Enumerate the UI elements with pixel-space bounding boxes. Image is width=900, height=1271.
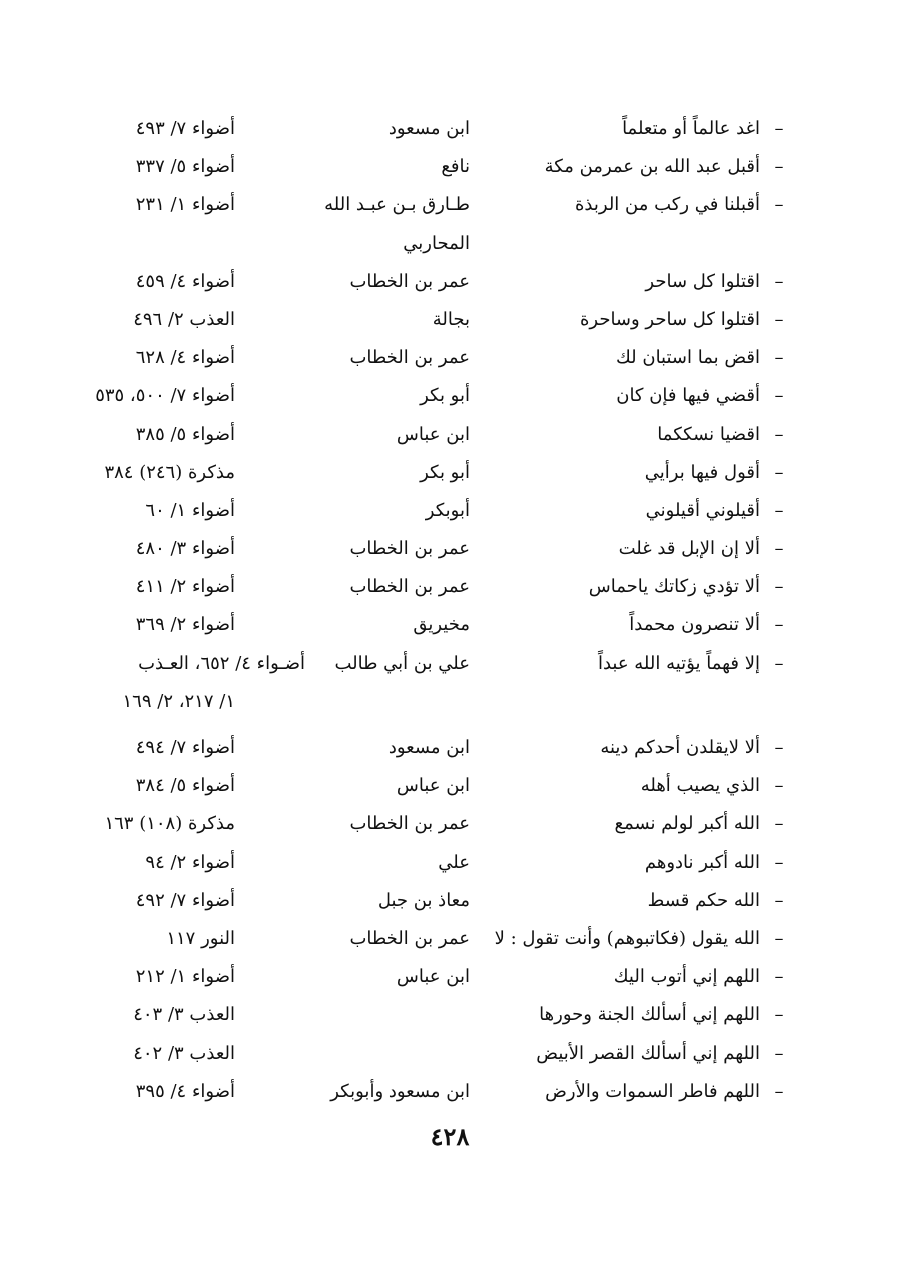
entry-dash: – (774, 461, 784, 483)
entry-narrator: علي بن أبي طالب (334, 652, 470, 674)
entry-text: أقضي فيها فإن كان (616, 385, 760, 407)
index-entry (110, 996, 790, 1034)
entry-narrator: ابن مسعود (388, 118, 470, 139)
index-entry (110, 301, 790, 339)
entry-text: أقول فيها برأيي (644, 461, 760, 483)
entry-dash: – (774, 156, 784, 178)
index-entry (104, 805, 790, 843)
entry-narrator: ابن عباس (396, 966, 470, 988)
entry-narrator: عمر بن الخطاب (349, 347, 470, 369)
entry-dash: – (774, 1004, 784, 1026)
entry-dash: – (774, 966, 784, 988)
entry-narrator: نافع (441, 156, 470, 178)
entry-dash: – (774, 1080, 784, 1102)
entry-narrator: ابن مسعود (388, 737, 470, 758)
entry-reference: أضواء ٥/ ٣٨٥ (135, 423, 235, 445)
entry-reference: أضواء ٤/ ٦٢٨ (135, 347, 235, 369)
entry-reference: أضواء ٧/ ٥٠٠، ٥٣٥ (95, 385, 235, 407)
entry-reference: أضواء ١/ ٢١٢ (135, 966, 235, 988)
entry-narrator: علي (438, 851, 470, 873)
index-entry (110, 492, 790, 530)
entry-narrator: أبوبكر (425, 499, 470, 521)
entry-narrator: طـارق بـن عبـد الله (324, 194, 470, 216)
entry-continuation (110, 225, 790, 263)
entry-reference: أضواء ٣/ ٤٨٠ (135, 538, 235, 560)
index-entry (110, 1073, 790, 1111)
entry-text: اللهم إني أسألك القصر الأبيض (536, 1042, 760, 1064)
entry-dash: – (774, 813, 784, 835)
entry-reference: أضـواء ٤/ ٦٥٢، العـذب (138, 652, 305, 674)
entry-reference: أضواء ٢/ ٣٦٩ (135, 614, 235, 636)
entry-text: اقتلوا كل ساحر (645, 270, 760, 292)
entry-reference: أضواء ٥/ ٣٣٧ (135, 156, 235, 178)
entry-reference: أضواء ١/ ٢٣١ (135, 194, 235, 216)
entry-reference: أضواء ٢/ ٤١١ (135, 576, 235, 598)
index-entry (110, 767, 790, 805)
entry-dash: – (774, 889, 784, 911)
entry-text: اقتلوا كل ساحر وساحرة (579, 308, 760, 330)
entry-narrator: أبو بكر (420, 461, 470, 483)
entry-dash: – (774, 423, 784, 445)
entry-narrator: عمر بن الخطاب (349, 927, 470, 949)
index-entry (110, 645, 790, 683)
entry-narrator-continued: المحاربي (403, 232, 470, 254)
entry-text: الله أكبر نادوهم (644, 851, 760, 873)
entry-narrator: مخيريق (413, 614, 470, 636)
entry-reference: أضواء ١/ ٦٠ (145, 499, 235, 521)
entry-narrator: عمر بن الخطاب (349, 576, 470, 598)
entry-dash: – (774, 737, 784, 758)
index-entry (110, 882, 790, 920)
entry-dash: – (774, 385, 784, 407)
index-entry (110, 530, 790, 568)
entry-reference: مذكرة (٢٤٦) ٣٨٤ (104, 461, 235, 483)
entry-reference: أضواء ٤/ ٣٩٥ (135, 1080, 235, 1102)
entry-reference: العذب ٢/ ٤٩٦ (133, 308, 235, 330)
entry-dash: – (774, 851, 784, 873)
entry-reference: أضواء ٥/ ٣٨٤ (135, 775, 235, 797)
entry-text: ألا تنصرون محمداً (629, 614, 760, 636)
entry-narrator: بجالة (432, 308, 470, 330)
entry-reference: العذب ٣/ ٤٠٢ (133, 1042, 235, 1064)
index-entry (110, 568, 790, 606)
entry-reference: أضواء ٢/ ٩٤ (145, 851, 235, 873)
entry-text: اقضيا نسككما (657, 423, 760, 445)
entry-dash: – (774, 614, 784, 636)
index-entry (110, 148, 790, 186)
entry-text: الله أكبر لولم نسمع (614, 813, 760, 835)
entry-dash: – (774, 538, 784, 560)
entry-text: اغد عالماً أو متعلماً (622, 118, 760, 139)
entry-dash: – (774, 118, 784, 139)
entry-dash: – (774, 927, 784, 949)
index-entry (110, 920, 790, 958)
index-entry (110, 606, 790, 644)
entry-text: ألا تؤدي زكاتك ياحماس (588, 576, 760, 598)
entry-dash: – (774, 270, 784, 292)
entry-reference: أضواء ٧/ ٤٩٤ (135, 737, 235, 758)
entry-text: إلا فهماً يؤتيه الله عبداً (597, 652, 760, 674)
index-entry (110, 263, 790, 301)
entry-text: اللهم فاطر السموات والأرض (545, 1080, 760, 1102)
entry-reference: النور ١١٧ (166, 927, 235, 949)
entry-text: اقض بما استبان لك (615, 347, 760, 369)
index-entry (104, 454, 790, 492)
index-entry (95, 377, 790, 415)
index-entry (110, 958, 790, 996)
index-entry (110, 844, 790, 882)
entry-narrator: ابن عباس (396, 423, 470, 445)
entry-text: اللهم إني أتوب اليك (613, 966, 760, 988)
entry-continuation (110, 683, 790, 721)
index-entry (110, 416, 790, 454)
entry-reference: أضواء ٧/ ٤٩٢ (135, 889, 235, 911)
entry-dash: – (774, 308, 784, 330)
entry-dash: – (774, 576, 784, 598)
entry-narrator: عمر بن الخطاب (349, 813, 470, 835)
entry-dash: – (774, 1042, 784, 1064)
entry-dash: – (774, 499, 784, 521)
entry-dash: – (774, 775, 784, 797)
index-entry (110, 110, 790, 148)
entry-dash: – (774, 652, 784, 674)
entry-reference-continued: ١/ ٢١٧، ٢/ ١٦٩ (122, 690, 235, 712)
entry-text: ألا لايقلدن أحدكم دينه (600, 737, 760, 758)
entry-text: اللهم إني أسألك الجنة وحورها (539, 1004, 760, 1026)
entry-narrator: عمر بن الخطاب (349, 538, 470, 560)
entry-text: أقبل عبد الله بن عمرمن مكة (544, 156, 760, 178)
entry-narrator: ابن مسعود وأبوبكر (330, 1080, 470, 1102)
index-table (95, 110, 790, 1111)
entry-reference: أضواء ٧/ ٤٩٣ (135, 118, 235, 139)
entry-text: أقبلنا في ركب من الربذة (575, 194, 760, 216)
entry-reference: العذب ٣/ ٤٠٣ (133, 1004, 235, 1026)
entry-reference: مذكرة (١٠٨) ١٦٣ (104, 813, 235, 835)
entry-dash: – (774, 347, 784, 369)
entry-narrator: عمر بن الخطاب (349, 270, 470, 292)
entry-narrator: معاذ بن جبل (377, 889, 470, 911)
entry-narrator: ابن عباس (396, 775, 470, 797)
entry-text: الله حكم قسط (647, 889, 760, 911)
index-entry (110, 186, 790, 224)
page-number: ٤٢٨ (430, 1122, 470, 1151)
entry-text: أقيلوني أقيلوني (645, 499, 760, 521)
entry-text: الذي يصيب أهله (640, 775, 760, 797)
entry-reference: أضواء ٤/ ٤٥٩ (135, 270, 235, 292)
entry-text: ألا إن الإبل قد غلت (618, 538, 760, 560)
index-entry (110, 1035, 790, 1073)
index-entry (110, 339, 790, 377)
index-entry (110, 729, 790, 767)
entry-dash: – (774, 194, 784, 216)
entry-narrator: أبو بكر (420, 385, 470, 407)
entry-text: الله يقول (فكاتبوهم) وأنت تقول : لا (494, 927, 760, 949)
